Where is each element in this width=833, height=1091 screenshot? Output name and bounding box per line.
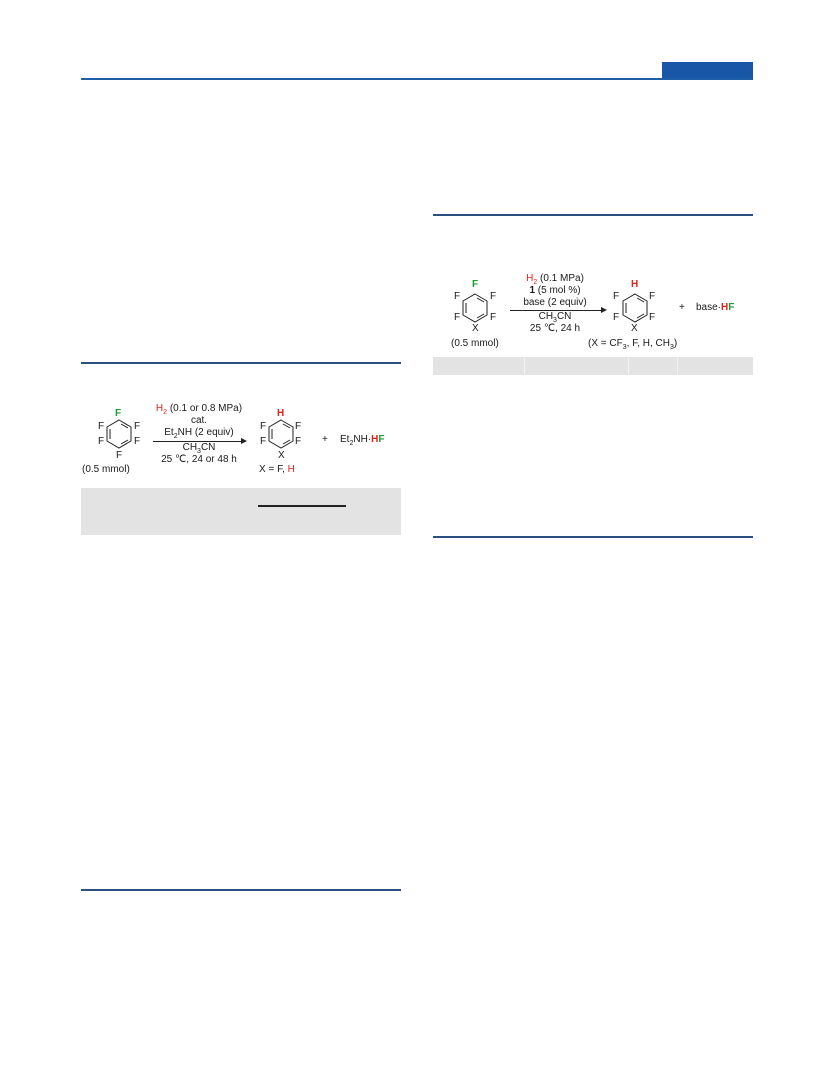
right-conditions-line2: 1 (5 mol %): [529, 285, 581, 296]
right-reactant-fluorine-lower-right: F: [490, 312, 497, 323]
right-reactant-substituent-x: X: [472, 323, 479, 334]
left-table-column-rule: [258, 505, 346, 507]
reactant-amount: (0.5 mmol): [82, 464, 130, 475]
right-product-fluorine-upper-right: F: [649, 291, 656, 302]
right-reactant-amount: (0.5 mmol): [451, 338, 499, 349]
product-top-hydrogen: H: [277, 408, 285, 419]
right-table-divider: [524, 357, 525, 375]
scheme-right-bottom-rule: [433, 536, 753, 538]
left-conditions-line4: $CH_3CN$: [182, 442, 216, 455]
right-table-divider: [628, 357, 629, 375]
right-reactant-fluorine-upper-right: F: [490, 291, 497, 302]
reactant-fluorine-lower-left: F: [98, 436, 105, 447]
reactant-fluorine-upper-right: F: [134, 421, 141, 432]
reactant-fluorine-upper-left: F: [98, 421, 105, 432]
left-byproduct: $Et_2NH\cdot HF$: [340, 434, 385, 447]
right-product-fluorine-upper-left: F: [613, 291, 620, 302]
right-conditions-line3: base (2 equiv): [523, 297, 587, 308]
scheme-left: [81, 400, 401, 485]
scheme-right: [433, 270, 753, 355]
product-fluorine-upper-right: F: [295, 421, 302, 432]
left-plus-sign: +: [322, 434, 328, 445]
product-fluorine-lower-left: F: [260, 436, 267, 447]
left-conditions-line1: $H_2$ (0.1 or 0.8 MPa): [155, 403, 243, 416]
right-table-header-band: [433, 357, 753, 375]
scheme-left-top-rule: [81, 362, 401, 364]
left-bottom-rule: [81, 889, 401, 891]
left-conditions-line2: cat.: [190, 415, 208, 426]
product-fluorine-upper-left: F: [260, 421, 267, 432]
right-product-fluorine-lower-left: F: [613, 312, 620, 323]
product-fluorine-lower-right: F: [295, 436, 302, 447]
right-product-fluorine-lower-right: F: [649, 312, 656, 323]
right-conditions-line1: $H_2$ (0.1 MPa): [526, 273, 584, 286]
reactant-bottom-fluorine: F: [116, 450, 123, 461]
right-product-top-hydrogen: H: [631, 279, 639, 290]
right-reactant-fluorine-lower-left: F: [454, 312, 461, 323]
right-product-substituent-x: X: [631, 323, 638, 334]
header-rule: [81, 78, 753, 80]
right-table-divider: [677, 357, 678, 375]
right-conditions-line4: $CH_3CN$: [538, 311, 572, 324]
left-conditions-line3: $Et_2NH$ (2 equiv): [164, 427, 234, 440]
product-x-definition: X = F, H: [259, 464, 295, 475]
header-tab: [662, 62, 753, 79]
right-byproduct: base·HF: [696, 302, 735, 313]
reactant-fluorine-lower-right: F: [134, 436, 141, 447]
right-product-x-definition: ($X = CF_3$, F, H, $CH_3$): [588, 338, 678, 351]
product-substituent-x: X: [278, 450, 285, 461]
right-plus-sign: +: [679, 302, 685, 313]
right-conditions-line5: 25 ℃, 24 h: [529, 323, 581, 334]
scheme-right-top-rule: [433, 214, 753, 216]
left-conditions-line5: 25 ℃, 24 or 48 h: [161, 454, 237, 465]
right-reactant-fluorine-upper-left: F: [454, 291, 461, 302]
reactant-top-fluorine: F: [115, 408, 122, 419]
right-reactant-top-fluorine: F: [472, 279, 479, 290]
left-table-header-band: [81, 488, 401, 535]
